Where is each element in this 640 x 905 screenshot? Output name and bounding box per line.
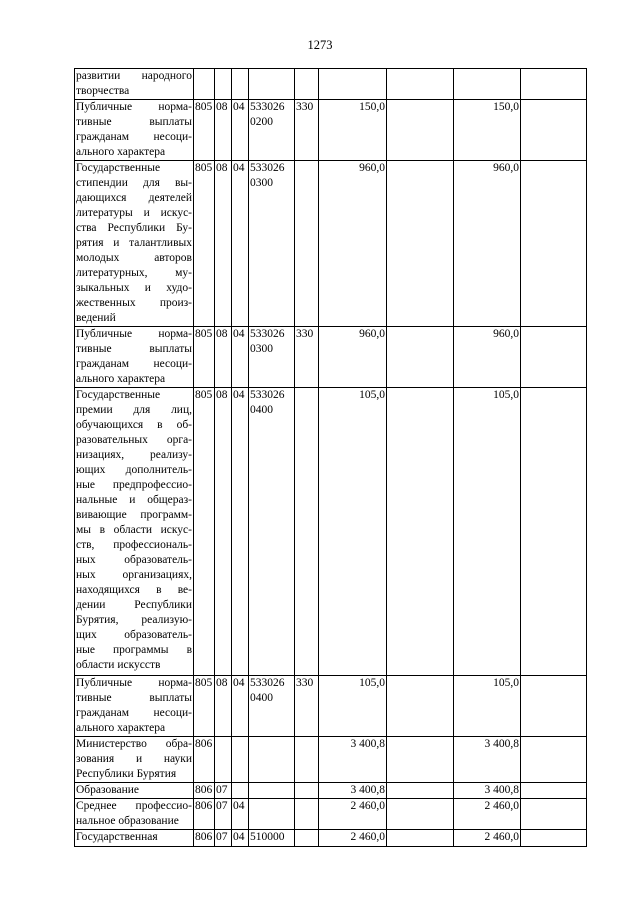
amount-cell: 2 460,0 [454,830,521,847]
item-name-line: ального характера [76,373,166,385]
item-name-line: находящихся в ве- [76,584,192,596]
expense-type-cell: 330 [295,327,319,388]
expense-type-cell [295,737,319,783]
expense-type-cell [295,830,319,847]
section-code-cell: 07 [215,830,232,847]
item-name-line: тивные выплаты [76,692,192,704]
table-row [75,799,587,830]
item-name-line: ального характера [76,722,166,734]
target-article-cell [249,69,295,100]
target-article-cell [249,783,295,799]
item-name-line: области искусств [76,659,161,671]
empty-cell [387,388,454,676]
target-article-cell [249,799,295,830]
ministry-code-cell: 805 [194,676,215,737]
item-name-line: нальное образование [76,815,179,827]
target-article-cell [249,327,295,388]
amount-cell: 960,0 [454,327,521,388]
section-code-cell: 08 [215,100,232,161]
item-name-line: гражданам несоци- [76,131,192,143]
target-article-line: 533026 [250,389,285,401]
amount-cell: 150,0 [454,100,521,161]
item-name-line: ств, профессиональ- [76,539,192,551]
item-name-line: зыкальных и худо- [76,282,192,294]
amount-cell: 105,0 [454,676,521,737]
item-name-cell [75,737,194,783]
item-name-line: премии для лиц, [76,404,192,416]
item-name-cell [75,100,194,161]
table-row [75,100,587,161]
section-code-cell [215,69,232,100]
item-name-line: рятия и талантливых [76,237,192,249]
empty-cell [387,69,454,100]
expense-type-cell [295,388,319,676]
target-article-line: 0400 [250,404,273,416]
item-name-line: вивающие программ- [76,509,192,521]
target-article-line: 533026 [250,677,285,689]
target-article-line: 0300 [250,343,273,355]
item-name-line: ющих дополнитель- [76,464,192,476]
empty-cell [521,830,587,847]
subsection-code-cell [232,737,249,783]
ministry-code-cell: 806 [194,737,215,783]
item-name-line: Государственные [76,162,161,174]
target-article-line: 0400 [250,692,273,704]
item-name-line: Публичные норма- [76,328,192,340]
expense-type-cell [295,161,319,327]
expense-type-cell [295,799,319,830]
amount-cell: 105,0 [454,388,521,676]
target-article-line: 510000 [250,831,285,843]
empty-cell [387,100,454,161]
amount-cell: 150,0 [319,100,387,161]
item-name-line: Среднее профессио- [76,800,192,812]
item-name-line: Министерство обра- [76,738,192,750]
subsection-code-cell: 04 [232,161,249,327]
empty-cell [521,737,587,783]
expense-type-cell: 330 [295,676,319,737]
ministry-code-cell: 805 [194,161,215,327]
amount-cell: 2 460,0 [319,830,387,847]
target-article-cell [249,737,295,783]
empty-cell [521,327,587,388]
table-body [75,69,587,847]
table-row [75,69,587,100]
amount-cell [319,69,387,100]
item-name-cell [75,676,194,737]
empty-cell [521,100,587,161]
expense-type-cell: 330 [295,100,319,161]
amount-cell: 960,0 [319,327,387,388]
item-name-line: гражданам несоци- [76,358,192,370]
empty-cell [521,676,587,737]
item-name-line: Республики Бурятия [76,768,177,780]
empty-cell [521,69,587,100]
target-article-line: 0200 [250,116,273,128]
amount-cell: 3 400,8 [454,737,521,783]
amount-cell: 3 400,8 [319,783,387,799]
item-name-line: низациях, реализу- [76,449,192,461]
item-name-line: молодых авторов [76,252,192,264]
section-code-cell: 08 [215,676,232,737]
subsection-code-cell [232,783,249,799]
ministry-code-cell: 806 [194,799,215,830]
section-code-cell [215,737,232,783]
item-name-line: ные предпрофессио- [76,479,192,491]
table-row [75,327,587,388]
empty-cell [387,737,454,783]
item-name-cell [75,388,194,676]
item-name-line: ального характера [76,146,166,158]
empty-cell [521,799,587,830]
amount-cell: 3 400,8 [454,783,521,799]
expense-type-cell [295,69,319,100]
item-name-line: гражданам несоци- [76,707,192,719]
empty-cell [387,161,454,327]
target-article-cell [249,676,295,737]
subsection-code-cell: 04 [232,676,249,737]
section-code-cell: 08 [215,327,232,388]
amount-cell: 2 460,0 [319,799,387,830]
section-code-cell: 08 [215,161,232,327]
target-article-cell [249,161,295,327]
item-name-line: дении Республики [76,599,192,611]
table-row [75,676,587,737]
empty-cell [521,388,587,676]
amount-cell: 960,0 [319,161,387,327]
empty-cell [387,830,454,847]
amount-cell: 960,0 [454,161,521,327]
section-code-cell: 07 [215,799,232,830]
ministry-code-cell: 806 [194,783,215,799]
item-name-line: Государственная [76,831,158,843]
item-name-line: литературных, му- [76,267,192,279]
item-name-line: Публичные норма- [76,101,192,113]
item-name-cell [75,783,194,799]
empty-cell [521,161,587,327]
item-name-line: Публичные норма- [76,677,192,689]
item-name-line: литературы и искус- [76,207,192,219]
subsection-code-cell: 04 [232,327,249,388]
amount-cell: 105,0 [319,676,387,737]
amount-cell: 3 400,8 [319,737,387,783]
item-name-line: ства Республики Бу- [76,222,192,234]
subsection-code-cell: 04 [232,830,249,847]
amount-cell: 2 460,0 [454,799,521,830]
item-name-line: зования и науки [76,753,192,765]
subsection-code-cell: 04 [232,799,249,830]
item-name-line: щих образователь- [76,629,192,641]
item-name-line: развитии народного [76,70,192,82]
expense-type-cell [295,783,319,799]
item-name-line: ведений [76,312,116,324]
empty-cell [521,783,587,799]
ministry-code-cell: 805 [194,100,215,161]
empty-cell [387,799,454,830]
table-row [75,737,587,783]
table-row [75,388,587,676]
item-name-line: мы в области искус- [76,524,192,536]
table-row [75,783,587,799]
item-name-line: ных образователь- [76,554,192,566]
item-name-line: разовательных орга- [76,434,192,446]
item-name-cell [75,69,194,100]
item-name-line: тивные выплаты [76,343,192,355]
ministry-code-cell [194,69,215,100]
target-article-cell [249,830,295,847]
item-name-line: обучающихся в об- [76,419,192,431]
item-name-cell [75,327,194,388]
item-name-cell [75,161,194,327]
target-article-line: 533026 [250,328,285,340]
item-name-line: дающихся деятелей [76,192,192,204]
item-name-cell [75,799,194,830]
table-row [75,161,587,327]
empty-cell [387,327,454,388]
page-number: 1273 [307,38,333,52]
item-name-line: жественных произ- [76,297,192,309]
target-article-line: 533026 [250,162,285,174]
table-row [75,830,587,847]
item-name-line: Государственные [76,389,161,401]
item-name-line: нальные и общераз- [76,494,192,506]
target-article-line: 0300 [250,177,273,189]
item-name-line: тивные выплаты [76,116,192,128]
section-code-cell: 07 [215,783,232,799]
ministry-code-cell: 805 [194,327,215,388]
item-name-cell [75,830,194,847]
subsection-code-cell [232,69,249,100]
item-name-line: Бурятия, реализую- [76,614,192,626]
subsection-code-cell: 04 [232,388,249,676]
target-article-cell [249,388,295,676]
item-name-line: стипендии для вы- [76,177,192,189]
section-code-cell: 08 [215,388,232,676]
budget-table [74,68,587,847]
empty-cell [387,783,454,799]
subsection-code-cell: 04 [232,100,249,161]
amount-cell [454,69,521,100]
ministry-code-cell: 806 [194,830,215,847]
ministry-code-cell: 805 [194,388,215,676]
target-article-line: 533026 [250,101,285,113]
item-name-line: ные программы в [76,644,192,656]
target-article-cell [249,100,295,161]
item-name-line: ных организациях, [76,569,192,581]
item-name-line: Образование [76,784,140,796]
empty-cell [387,676,454,737]
amount-cell: 105,0 [319,388,387,676]
item-name-line: творчества [76,85,130,97]
